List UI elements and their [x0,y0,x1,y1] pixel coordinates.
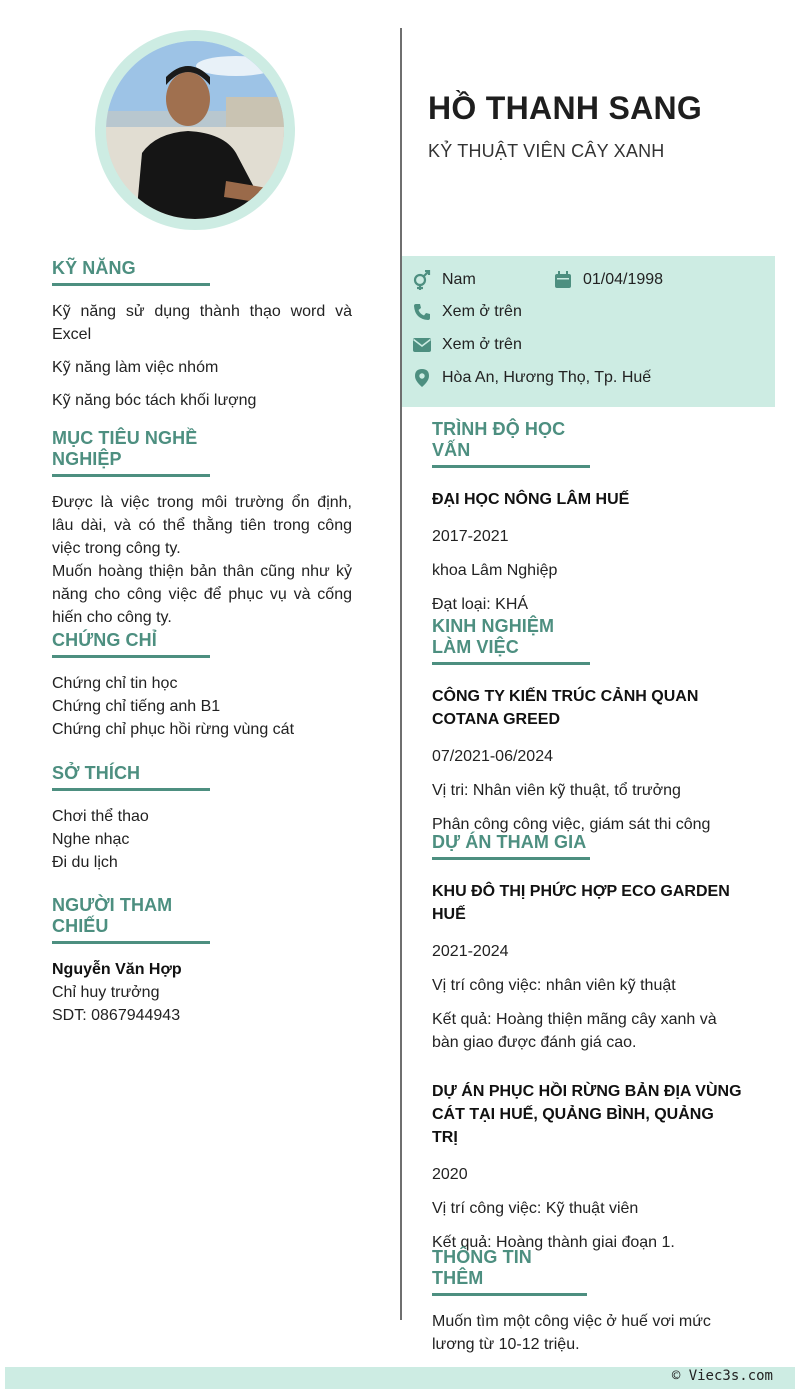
project-role: Vị trí công việc: nhân viên kỹ thuật [432,977,676,994]
email-text: Xem ở trên [442,336,522,353]
education-grade: Đạt loại: KHÁ [432,596,529,613]
project-period: 2021-2024 [432,943,509,960]
hobby-item: Nghe nhạc [52,831,130,848]
address-text: Hòa An, Hương Thọ, Tp. Huế [442,369,652,386]
phone-text: Xem ở trên [442,303,522,320]
experience-section [432,616,742,836]
hobby-item: Đi du lịch [52,854,118,871]
calendar-icon [553,270,573,290]
experience-company: CÔNG TY KIẾN TRÚC CẢNH QUAN COTANA GREED [432,688,699,728]
phone-icon [412,302,432,322]
contact-phone [412,302,522,322]
column-divider [400,28,402,1320]
certificate-item: Chứng chỉ tiếng anh B1 [52,698,221,715]
education-school: ĐẠI HỌC NÔNG LÂM HUẾ [432,491,630,508]
experience-description: Phân công công việc, giám sát thi công [432,816,711,833]
contact-address [412,368,651,388]
skill-item: Kỹ năng sử dụng thành thạo word và Excel [52,303,352,343]
certificate-item: Chứng chỉ phục hồi rừng vùng cát [52,721,295,738]
additional-text: Muốn tìm một công việc ở huế vơi mức lương từ 10-12 triệu. [432,1313,711,1353]
objective-line: Được là việc trong môi trường ổn định, lâu dài, và có thể thằng tiên trong công việc trong công ty. [52,494,352,557]
reference-phone: SDT: 0867944943 [52,1007,181,1024]
references-section [52,895,352,1027]
location-pin-icon [412,368,432,388]
skill-item: Kỹ năng bóc tách khối lượng [52,392,257,409]
email-icon [412,335,432,355]
objective-title: MỤC TIÊU NGHỀ NGHIỆP [52,428,210,477]
birthday-text: 01/04/1998 [583,271,664,288]
certificate-item: Chứng chỉ tin học [52,675,178,692]
gender-icon [412,270,432,290]
project-name: KHU ĐÔ THỊ PHỨC HỢP ECO GARDEN HUẾ [432,883,730,923]
objective-line: Muốn hoàng thiện bản thân cũng như kỷ năng cho công việc để phục vụ và cống hiến cho công ty. [52,563,352,626]
experience-title: KINH NGHIỆM LÀM VIỆC [432,616,590,665]
project-role: Vị trí công việc: Kỹ thuật viên [432,1200,639,1217]
hobbies-title: SỞ THÍCH [52,763,210,791]
additional-section [432,1247,742,1356]
objective-section [52,428,352,629]
avatar-ring [95,30,295,230]
job-title: KỶ THUẬT VIÊN CÂY XANH [428,141,665,161]
project-result: Kết quả: Hoàng thành giai đoạn 1. [432,1234,675,1251]
references-title: NGƯỜI THAM CHIẾU [52,895,210,944]
footer-bar [5,1367,795,1389]
contact-gender [412,270,476,290]
projects-title: DỰ ÁN THAM GIA [432,832,590,860]
skill-item: Kỹ năng làm việc nhóm [52,359,219,376]
education-title: TRÌNH ĐỘ HỌC VẤN [432,419,590,468]
contact-birthday [553,270,663,290]
projects-section [432,832,742,1254]
project-result: Kết quả: Hoàng thiện mãng cây xanh và bàn giao được đánh giá cao. [432,1011,717,1051]
avatar [106,41,284,219]
reference-role: Chỉ huy trưởng [52,984,160,1001]
project-period: 2020 [432,1166,468,1183]
project-name: DỰ ÁN PHỤC HỒI RỪNG BẢN ĐỊA VÙNG CÁT TẠI HUẾ, QUẢNG BÌNH, QUẢNG TRỊ [432,1083,742,1146]
experience-position: Vị tri: Nhân viên kỹ thuật, tổ trưởng [432,782,681,799]
gender-text: Nam [442,271,476,288]
candidate-name: HỒ THANH SANG [428,90,703,126]
additional-title: THÔNG TIN THÊM [432,1247,587,1296]
hobbies-section [52,763,352,874]
skills-title: KỸ NĂNG [52,258,210,286]
footer-brand[interactable]: © Viec3s.com [671,1368,773,1384]
avatar-photo [106,41,284,219]
education-faculty: khoa Lâm Nghiệp [432,562,558,579]
certificates-section [52,630,352,741]
education-period: 2017-2021 [432,528,509,545]
hobby-item: Chơi thể thao [52,808,149,825]
contact-panel [402,256,775,407]
certificates-title: CHỨNG CHỈ [52,630,210,658]
reference-name: Nguyễn Văn Hợp [52,961,182,978]
skills-section [52,258,352,412]
contact-email [412,335,522,355]
education-section [432,419,742,616]
experience-period: 07/2021-06/2024 [432,748,553,765]
